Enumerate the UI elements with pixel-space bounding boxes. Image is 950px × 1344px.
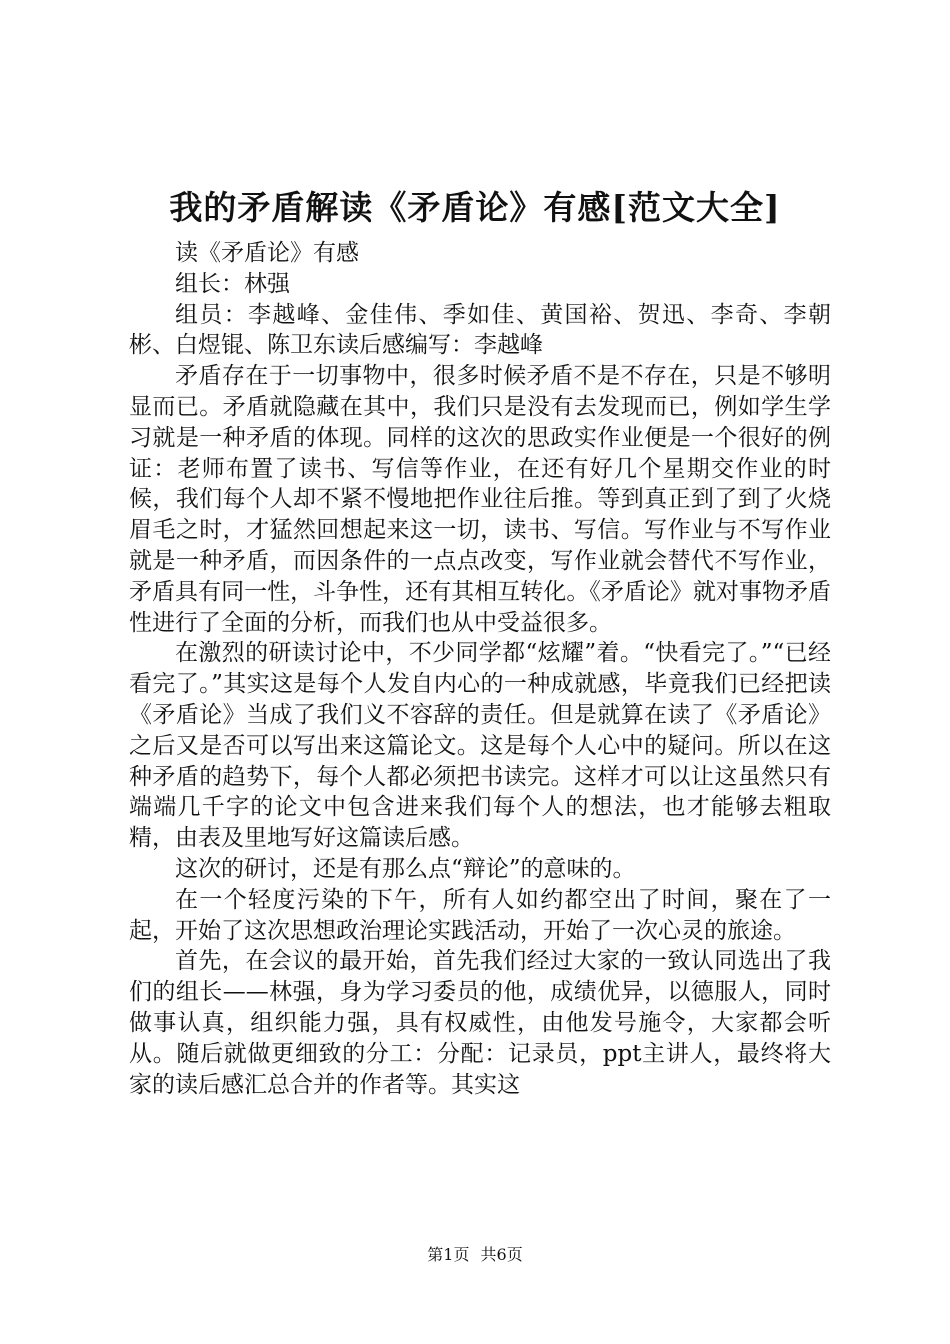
document-body bbox=[129, 238, 831, 1100]
paragraph-body: 这次的研讨，还是有那么点“辩论”的意味的。 bbox=[175, 855, 636, 882]
paragraph-leader: 组长：林强 bbox=[175, 270, 290, 297]
paragraph-subtitle: 读《矛盾论》有感 bbox=[175, 240, 359, 266]
paragraph-members: 组员：李越峰、金佳伟、季如佳、黄国裕、贺迅、李奇、李朝彬、白煜锟、陈卫东读后感编写：李越峰 bbox=[129, 301, 831, 359]
page-footer bbox=[0, 1244, 950, 1266]
paragraph-body: 在一个轻度污染的下午，所有人如约都空出了时间，聚在了一起，开始了这次思想政治理论实践活动，开始了一次心灵的旅途。 bbox=[129, 886, 831, 944]
paragraph-body: 首先，在会议的最开始，首先我们经过大家的一致认同选出了我们的组长——林强，身为学习委员的他，成绩优异，以德服人，同时做事认真，组织能力强，具有权威性，由他发号施令，大家都会听从。随后就做更细致的分工：分配：记录员，ppt主讲人，最终将大家的读后感汇总合并的作者等。其实这 bbox=[129, 948, 831, 1098]
page-total: 共6页 bbox=[480, 1245, 523, 1264]
document-title: 我的矛盾解读《矛盾论》有感[范文大全] bbox=[169, 188, 781, 227]
paragraph-body: 矛盾存在于一切事物中，很多时候矛盾不是不存在，只是不够明显而已。矛盾就隐藏在其中，我们只是没有去发现而已，例如学生学习就是一种矛盾的体现。同样的这次的思政实作业便是一个很好的例证：老师布置了读书、写信等作业，在还有好几个星期交作业的时候，我们每个人却不紧不慢地把作业往后推。等到真正到了到了火烧眉毛之时，才猛然回想起来这一切，读书、写信。写作业与不写作业就是一种矛盾，而因条件的一点点改变，写作业就会替代不写作业，矛盾具有同一性，斗争性，还有其相互转化。《矛盾论》就对事物矛盾性进行了全面的分析，而我们也从中受益很多。 bbox=[129, 363, 831, 636]
paragraph-body: 在激烈的研读讨论中，不少同学都“炫耀”着。“快看完了。”“已经看完了。”其实这是每个人发自内心的一种成就感，毕竟我们已经把读《矛盾论》当成了我们义不容辞的责任。但是就算在读了《矛盾论》之后又是否可以写出来这篇论文。这是每个人心中的疑问。所以在这种矛盾的趋势下，每个人都必须把书读完。这样才可以让这虽然只有端端几千字的论文中包含进来我们每个人的想法，也才能够去粗取精，由表及里地写好这篇读后感。 bbox=[129, 640, 831, 852]
page-number: 第1页 bbox=[427, 1245, 470, 1264]
